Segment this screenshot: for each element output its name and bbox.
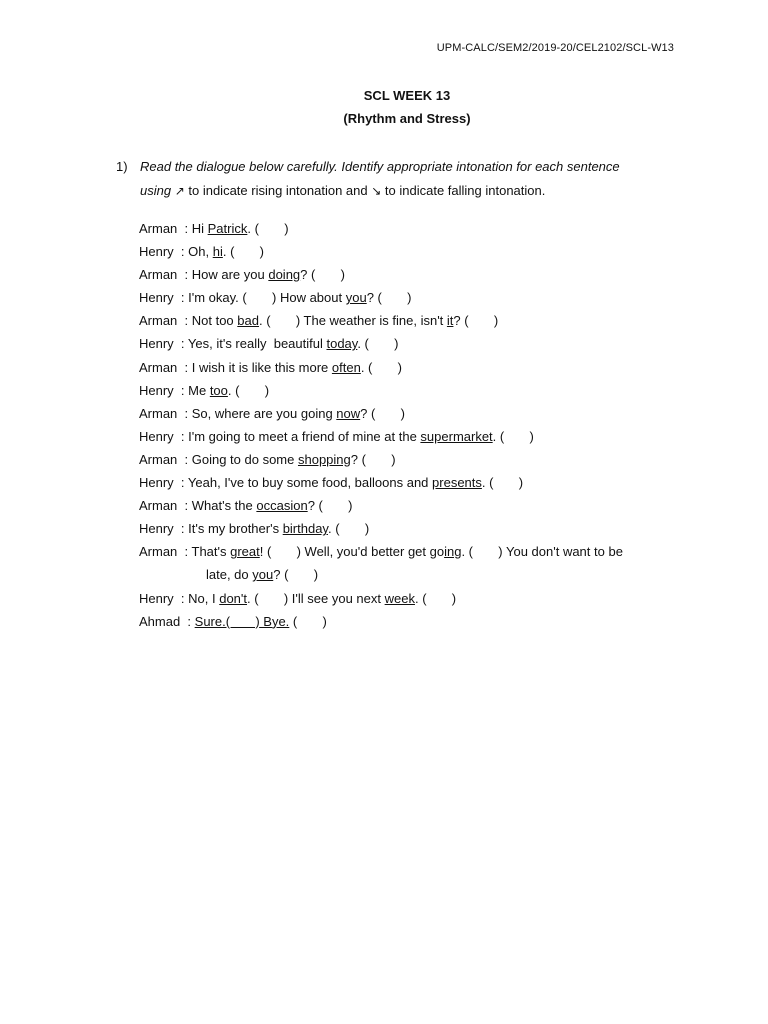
instruction-line-2-start: using xyxy=(140,183,175,198)
speaker-name: Arman xyxy=(139,267,178,283)
stressed-word: now xyxy=(336,405,361,421)
speaker-name: Henry xyxy=(139,590,174,606)
dialogue-line xyxy=(139,494,679,517)
instruction-line-1: Read the dialogue below carefully. Identify appropriate intonation for each sentence xyxy=(140,159,620,174)
speaker-name: Arman xyxy=(139,313,178,329)
speaker-separator: : xyxy=(173,290,189,306)
stressed-word: shopping xyxy=(297,451,351,467)
dialogue-text: . ( ) You don't want to be xyxy=(461,544,623,560)
speaker-name: Henry xyxy=(139,336,174,352)
dialogue-text: Hi xyxy=(191,221,208,236)
dialogue-text: . ( ) xyxy=(357,336,399,352)
dialogue-line xyxy=(139,563,679,586)
dialogue-text: That's xyxy=(191,544,231,560)
dialogue-line xyxy=(139,540,679,563)
speaker-name: Henry xyxy=(139,382,174,398)
speaker-separator: : xyxy=(173,244,189,260)
dialogue-text: . ( ) xyxy=(222,244,265,260)
speaker-name: Henry xyxy=(139,521,174,537)
dialogue-text: . ( ) xyxy=(360,359,402,375)
page-title: SCL WEEK 13 xyxy=(363,88,451,103)
speaker-name: Arman xyxy=(139,544,178,560)
dialogue-line xyxy=(139,402,679,425)
speaker-name: Arman xyxy=(139,221,178,236)
dialogue-text: ! ( ) Well, you'd better get go xyxy=(259,544,445,560)
stressed-word: presents xyxy=(432,475,482,491)
stressed-word: you xyxy=(345,290,367,306)
dialogue-text: I'm okay. ( ) How about xyxy=(188,290,346,306)
speaker-separator: : xyxy=(177,221,192,236)
stressed-word: hi xyxy=(212,244,223,260)
speaker-separator: : xyxy=(173,475,188,491)
stressed-word: don't xyxy=(219,590,248,606)
dialogue-line xyxy=(139,517,679,540)
dialogue-text: ? ( ) xyxy=(360,405,405,421)
speaker-separator: : xyxy=(173,590,189,606)
question-number: 1) xyxy=(116,159,128,174)
stressed-word: ing xyxy=(444,544,462,560)
stressed-word: often xyxy=(331,359,361,375)
stressed-word: Sure.( ) xyxy=(194,613,260,629)
document-header-code: UPM-CALC/SEM2/2019-20/CEL2102/SCL-W13 xyxy=(436,42,674,54)
dialogue-text: . ( ) xyxy=(227,382,270,398)
speaker-name: Arman xyxy=(139,405,178,421)
speaker-separator: : xyxy=(173,521,189,537)
stressed-word: occasion xyxy=(256,498,308,514)
dialogue-text: . ( ) I'll see you next xyxy=(247,590,385,606)
speaker-name: Arman xyxy=(139,359,178,375)
speaker-separator: : xyxy=(180,613,195,629)
speaker-separator: : xyxy=(177,313,192,329)
dialogue-line xyxy=(139,471,679,494)
speaker-name: Arman xyxy=(139,451,178,467)
stressed-word: supermarket xyxy=(420,428,493,444)
dialogue-line xyxy=(139,309,679,332)
dialogue-text: ? ( ) xyxy=(273,567,319,583)
dialogue-text: I'm going to meet a friend of mine at the xyxy=(188,428,421,444)
stressed-word: doing xyxy=(268,267,301,283)
speaker-separator: : xyxy=(177,544,192,560)
dialogue-text: Oh, xyxy=(188,244,213,260)
dialogue-line xyxy=(139,587,679,610)
speaker-name: Henry xyxy=(139,475,174,491)
speaker-name: Arman xyxy=(139,498,178,514)
dialogue-text: ? ( ) xyxy=(300,267,345,283)
dialogue xyxy=(139,217,679,633)
stressed-word: it xyxy=(446,313,454,329)
stressed-word: today xyxy=(326,336,358,352)
dialogue-line xyxy=(139,425,679,448)
stressed-word: you xyxy=(252,567,274,583)
speaker-separator: : xyxy=(173,336,188,352)
dialogue-line xyxy=(139,610,679,633)
dialogue-text: Me xyxy=(188,382,210,398)
dialogue-text: . ( ) xyxy=(247,221,289,236)
rising-arrow-icon: ↗ xyxy=(174,184,185,198)
dialogue-text: I wish it is like this more xyxy=(191,359,332,375)
dialogue-line xyxy=(139,332,679,355)
dialogue-line xyxy=(139,286,679,309)
speaker-separator: : xyxy=(177,359,192,375)
dialogue-text: ? ( ) xyxy=(350,451,396,467)
stressed-word: great xyxy=(230,544,260,560)
dialogue-text: It's my brother's xyxy=(188,521,283,537)
speaker-separator: : xyxy=(177,405,192,421)
stressed-word: birthday xyxy=(282,521,328,537)
dialogue-text: . ( ) xyxy=(414,590,457,606)
speaker-separator: : xyxy=(177,267,192,283)
stressed-word: week xyxy=(384,590,415,606)
speaker-name: Henry xyxy=(139,244,174,260)
dialogue-text: late, do xyxy=(206,567,253,583)
dialogue-text: Yes, it's really beautiful xyxy=(187,336,327,352)
dialogue-text: Yeah, I've to buy some food, balloons and xyxy=(187,475,433,491)
dialogue-text: ? ( ) xyxy=(453,313,499,329)
dialogue-line xyxy=(139,448,679,471)
dialogue-text: ? ( ) xyxy=(307,498,353,514)
instruction-line-2-end: to indicate falling intonation. xyxy=(381,183,546,198)
question-instructions xyxy=(140,155,676,203)
dialogue-text: What's the xyxy=(191,498,257,514)
dialogue-text: . ( ) The weather is fine, isn't xyxy=(258,313,447,329)
page-subtitle: (Rhythm and Stress) xyxy=(343,111,471,126)
dialogue-line xyxy=(139,379,679,402)
stressed-word: Patrick xyxy=(207,221,248,236)
dialogue-line xyxy=(139,217,679,240)
speaker-name: Henry xyxy=(139,428,174,444)
speaker-separator: : xyxy=(177,451,192,467)
dialogue-line xyxy=(139,240,679,263)
dialogue-line xyxy=(139,356,679,379)
stressed-word: bad xyxy=(237,313,259,329)
stressed-word: Bye. xyxy=(259,613,290,629)
instruction-line-2-middle: to indicate rising intonation and xyxy=(184,183,372,198)
falling-arrow-icon: ↘ xyxy=(371,184,382,198)
dialogue-line xyxy=(139,263,679,286)
dialogue-text: How are you xyxy=(191,267,269,283)
dialogue-text: Not too xyxy=(191,313,238,329)
dialogue-text: . ( ) xyxy=(327,521,370,537)
speaker-separator: : xyxy=(173,428,189,444)
dialogue-text: So, where are you going xyxy=(191,405,337,421)
dialogue-text: . ( ) xyxy=(481,475,524,491)
speaker-name: Ahmad xyxy=(139,613,181,629)
dialogue-text: Going to do some xyxy=(191,451,298,467)
dialogue-text: ? ( ) xyxy=(366,290,412,306)
dialogue-text: No, I xyxy=(188,590,220,606)
stressed-word: too xyxy=(209,382,228,398)
speaker-separator: : xyxy=(173,382,189,398)
dialogue-text: ( ) xyxy=(289,613,327,629)
speaker-name: Henry xyxy=(139,290,174,306)
dialogue-text: . ( ) xyxy=(492,428,534,444)
speaker-separator: : xyxy=(177,498,192,514)
